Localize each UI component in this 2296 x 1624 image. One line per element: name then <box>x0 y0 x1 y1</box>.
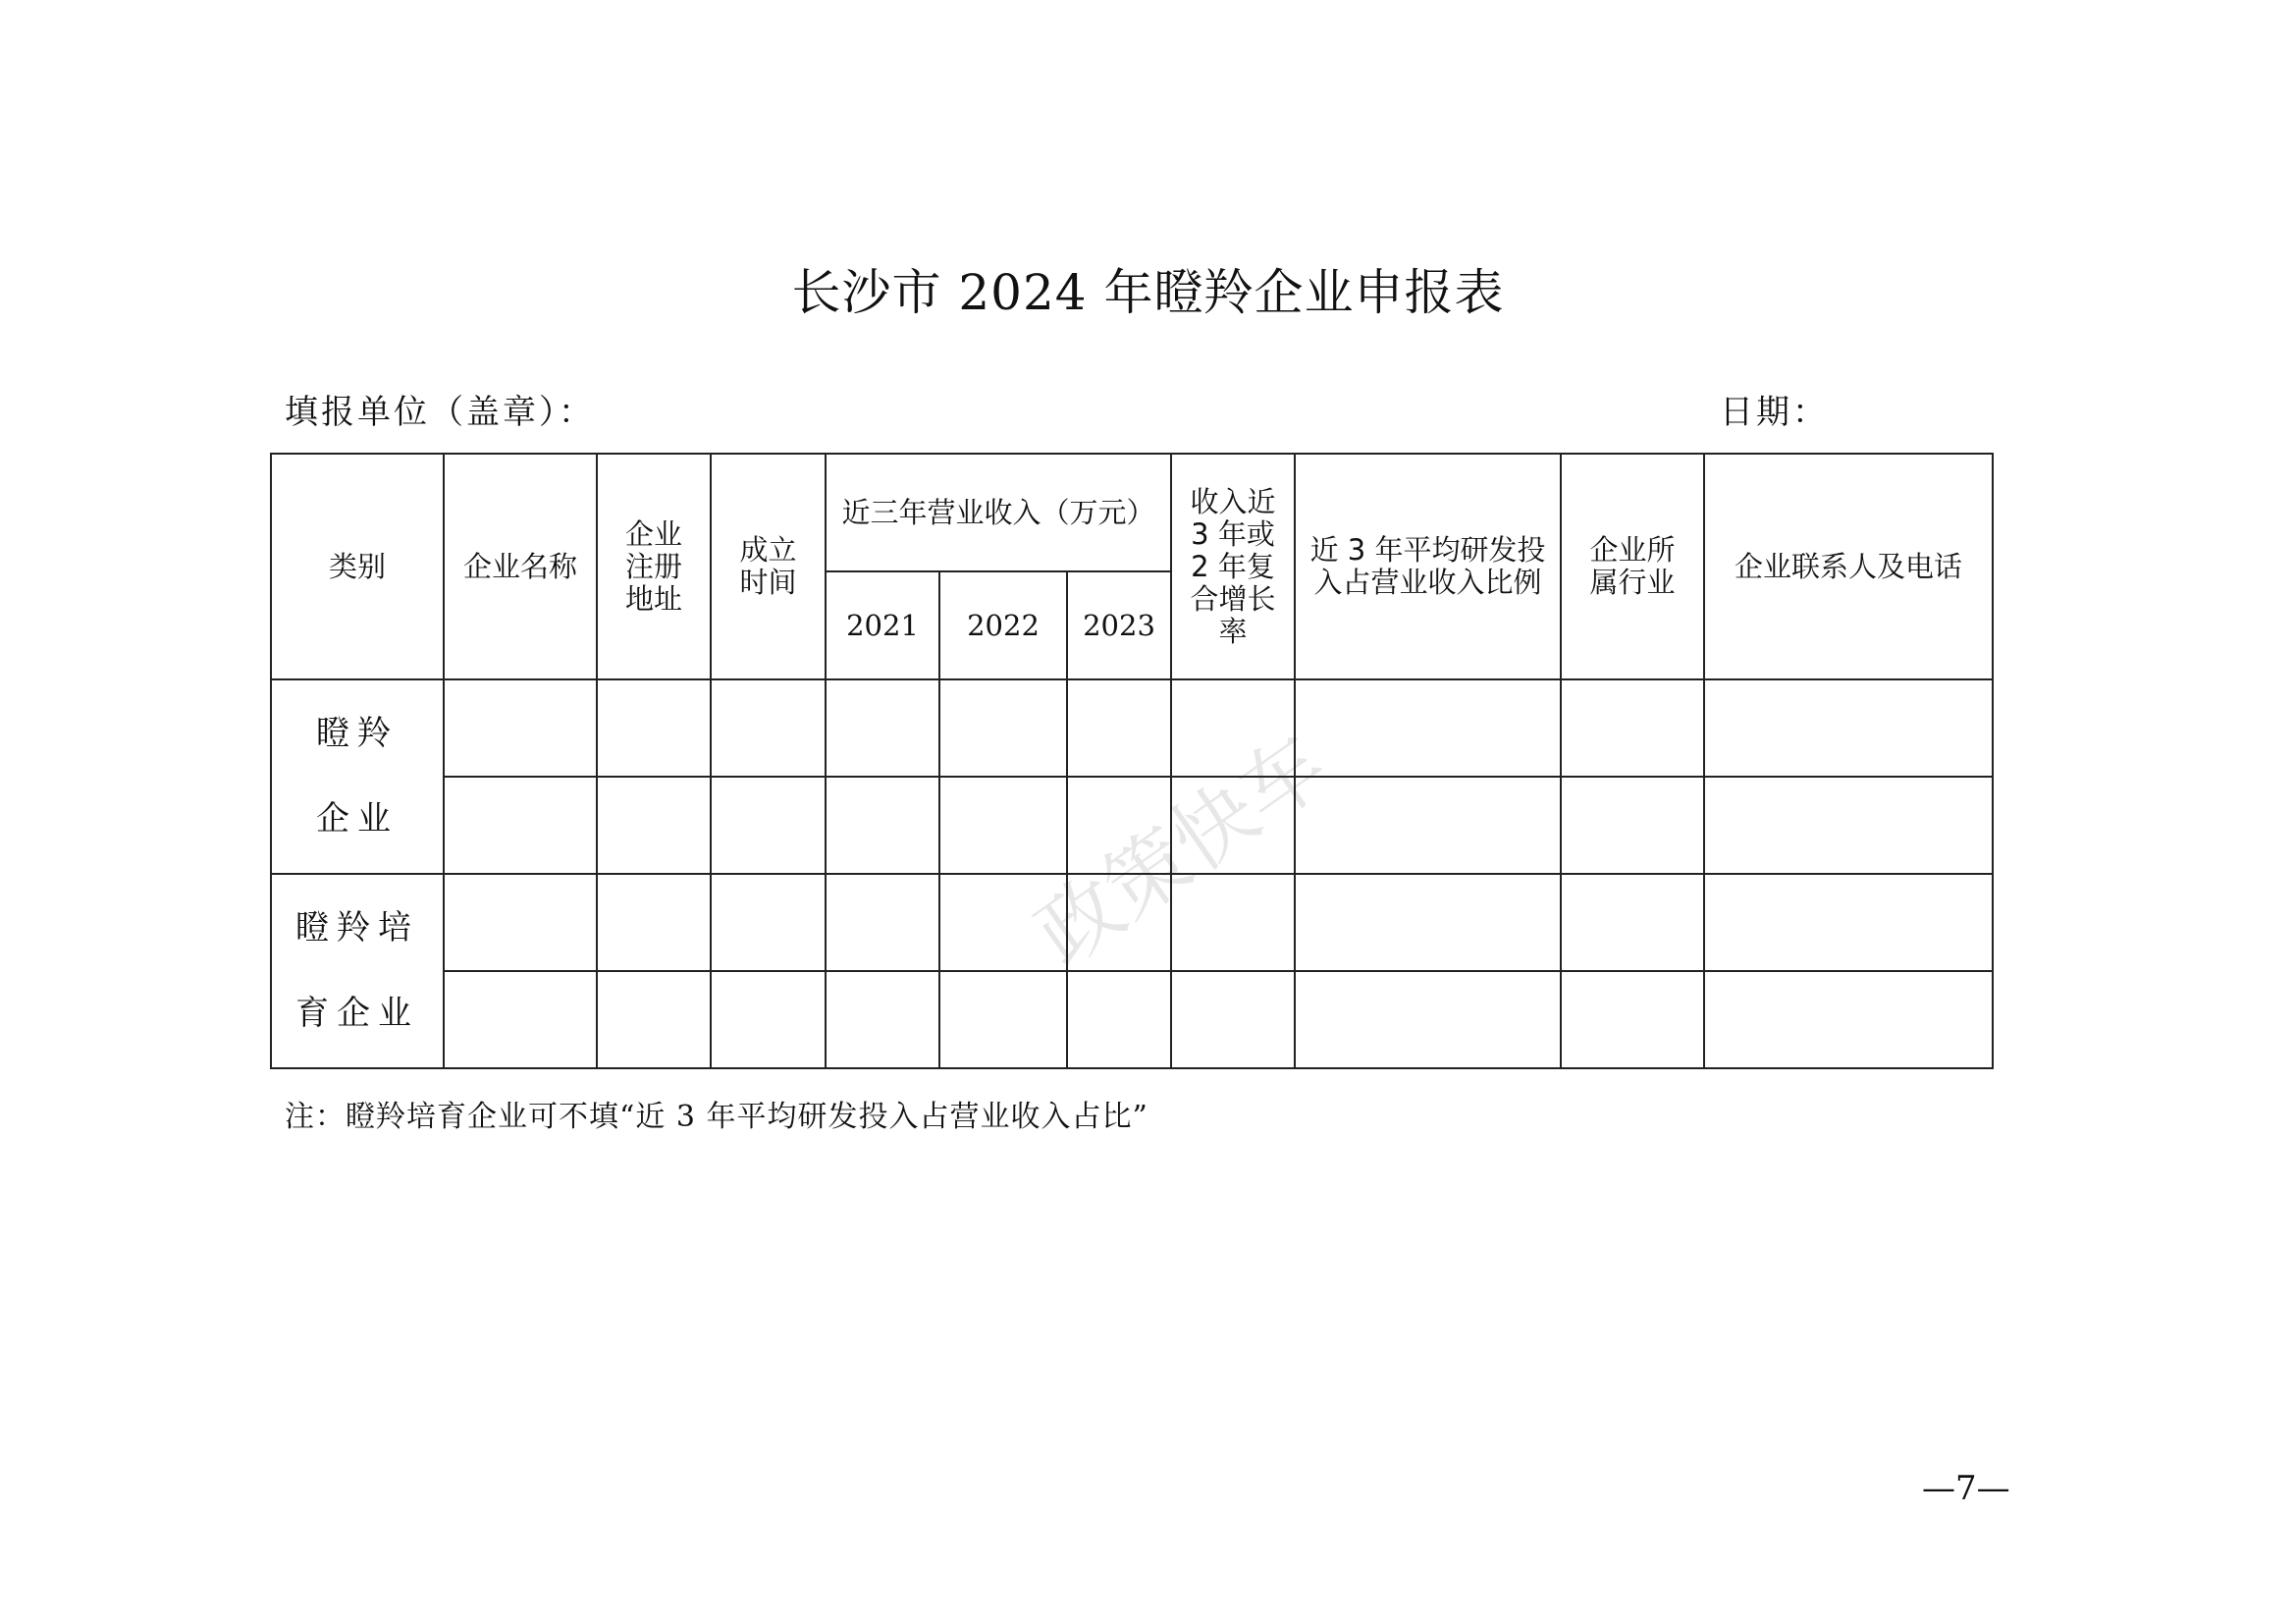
category-incubating-line2: 育企业 <box>295 994 419 1033</box>
header-revenue-group <box>826 454 1171 571</box>
filler-unit-label: 填报单位（盖章）： <box>285 393 595 432</box>
blank-cell[interactable] <box>826 971 939 1068</box>
header-registered-address-text: 企业注册地址 <box>624 516 682 616</box>
blank-cell[interactable] <box>444 971 597 1068</box>
blank-cell[interactable] <box>597 679 711 777</box>
category-gazelle-incubating <box>271 874 444 1068</box>
header-company-name <box>444 454 597 679</box>
page-title: 长沙市 2024 年瞪羚企业申报表 <box>791 264 1505 321</box>
header-year-2023 <box>1067 571 1171 679</box>
header-growth-rate-text: 收入近 3 年或 2 年复合增长率 <box>1190 484 1276 648</box>
blank-cell[interactable] <box>1561 971 1704 1068</box>
header-year-2022 <box>939 571 1067 679</box>
blank-cell[interactable] <box>711 971 826 1068</box>
blank-cell[interactable] <box>1067 679 1171 777</box>
blank-cell[interactable] <box>939 971 1067 1068</box>
blank-cell[interactable] <box>1295 874 1561 971</box>
blank-cell[interactable] <box>1171 971 1295 1068</box>
header-rd-ratio <box>1295 454 1561 679</box>
header-contact-text: 企业联系人及电话 <box>1735 549 1963 583</box>
category-incubating-line1: 瞪羚培 <box>295 908 419 947</box>
blank-cell[interactable] <box>939 679 1067 777</box>
blank-cell[interactable] <box>1067 777 1171 874</box>
header-growth-rate <box>1171 454 1295 679</box>
blank-cell[interactable] <box>1171 777 1295 874</box>
year-label: 2023 <box>1083 609 1155 642</box>
header-industry <box>1561 454 1704 679</box>
blank-cell[interactable] <box>444 777 597 874</box>
blank-cell[interactable] <box>826 679 939 777</box>
year-label: 2021 <box>846 609 919 642</box>
header-category <box>271 454 444 679</box>
blank-cell[interactable] <box>711 874 826 971</box>
year-label: 2022 <box>967 609 1040 642</box>
header-year-2021 <box>826 571 939 679</box>
blank-cell[interactable] <box>1561 777 1704 874</box>
blank-cell[interactable] <box>1295 679 1561 777</box>
header-rd-ratio-text: 近 3 年平均研发投入占营业收入比例 <box>1309 533 1546 599</box>
header-company-name-text: 企业名称 <box>462 549 577 583</box>
blank-cell[interactable] <box>1295 777 1561 874</box>
blank-cell[interactable] <box>1171 874 1295 971</box>
watermark: 政策快车 <box>1018 716 1345 985</box>
blank-cell[interactable] <box>597 971 711 1068</box>
blank-cell[interactable] <box>711 777 826 874</box>
header-revenue-group-text: 近三年营业收入（万元） <box>841 495 1155 529</box>
header-industry-text: 企业所属行业 <box>1589 533 1676 599</box>
category-gazelle <box>271 679 444 874</box>
page-number: —7— <box>1922 1469 2010 1508</box>
blank-cell[interactable] <box>711 679 826 777</box>
blank-cell[interactable] <box>1171 679 1295 777</box>
header-founded <box>711 454 826 679</box>
application-form-table <box>270 453 1994 1069</box>
blank-cell[interactable] <box>1067 971 1171 1068</box>
blank-cell[interactable] <box>826 874 939 971</box>
blank-cell[interactable] <box>1067 874 1171 971</box>
blank-cell[interactable] <box>826 777 939 874</box>
blank-cell[interactable] <box>1704 971 1993 1068</box>
blank-cell[interactable] <box>939 874 1067 971</box>
header-contact <box>1704 454 1993 679</box>
blank-cell[interactable] <box>597 777 711 874</box>
blank-cell[interactable] <box>1704 679 1993 777</box>
blank-cell[interactable] <box>444 679 597 777</box>
date-label: 日期： <box>1720 393 1829 432</box>
category-gazelle-line2: 企业 <box>316 799 399 839</box>
footnote: 注：瞪羚培育企业可不填“近 3 年平均研发投入占营业收入占比” <box>285 1100 1148 1134</box>
blank-cell[interactable] <box>444 874 597 971</box>
blank-cell[interactable] <box>1561 679 1704 777</box>
header-category-text: 类别 <box>328 549 386 583</box>
blank-cell[interactable] <box>1295 971 1561 1068</box>
blank-cell[interactable] <box>1704 874 1993 971</box>
header-registered-address <box>597 454 711 679</box>
blank-cell[interactable] <box>597 874 711 971</box>
blank-cell[interactable] <box>1704 777 1993 874</box>
category-gazelle-line1: 瞪羚 <box>316 714 399 753</box>
header-founded-text: 成立时间 <box>739 533 797 599</box>
blank-cell[interactable] <box>939 777 1067 874</box>
blank-cell[interactable] <box>1561 874 1704 971</box>
